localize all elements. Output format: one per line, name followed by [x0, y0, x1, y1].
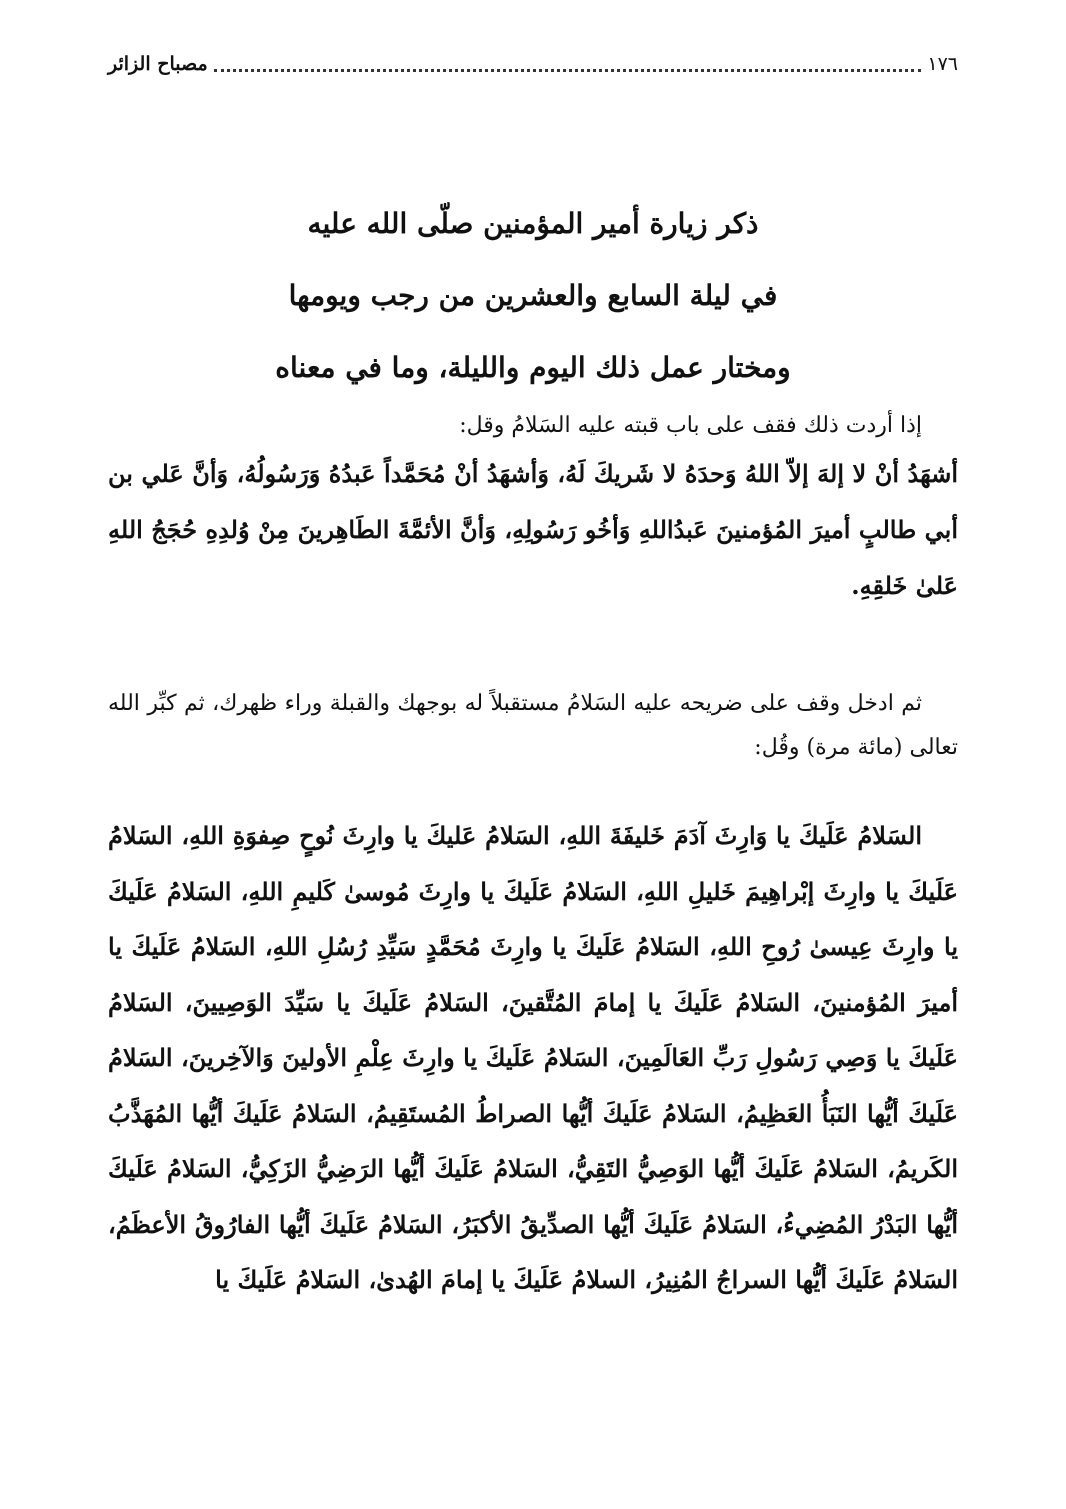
instruction-paragraph-2: ثم ادخل وقف على ضريحه عليه السَلامُ مستقبلاً له بوجهك والقبلة وراء ظهرك، ثم كبِّر الله تعالى (مائة مرة) وقُل:: [108, 691, 958, 760]
recitation-paragraph-2: السَلامُ عَلَيكَ يا وَارِثَ آدَمَ خَليفَةَ اللهِ، السَلامُ عَليكَ يا وارِثَ نُوحٍ صِفوَةِ اللهِ، السَلامُ عَلَيكَ يا وارِثَ إبْراهِيمَ خَليلِ اللهِ، السَلامُ عَلَيكَ يا وارِثَ مُوسىٰ كَليمِ اللهِ، السَلامُ عَلَيكَ يا وارِثَ عِيسىٰ رُوحِ اللهِ، السَلامُ عَلَيكَ يا وارِثَ مُحَمَّدٍ سَيِّدِ رُسُلِ اللهِ، السَلامُ عَلَيكَ يا أميرَ المُؤمنينَ، السَلامُ عَلَيكَ يا إمامَ المُتَّقينَ، السَلامُ عَلَيكَ يا سَيِّدَ الوَصِيينَ، السَلامُ عَلَيكَ يا وَصِي رَسُولِ رَبِّ العَالَمِينَ، السَلامُ عَلَيكَ يا وارِثَ عِلْمِ الأولينَ وَالآخِرينَ، السَلامُ عَلَيكَ أيُّها النَبَأُ العَظِيمُ، السَلامُ عَلَيكَ أيُّها الصراطُ المُستَقِيمُ، السَلامُ عَلَيكَ أيُّها المُهَذَّبُ الكَريمُ، السَلامُ عَلَيكَ أيُّها الوَصِيُّ التَقِيُّ، السَلامُ عَلَيكَ أيُّها الرَضِيُّ الزَكِيُّ، السَلامُ عَلَيكَ أيُّها البَدْرُ المُضِيءُ، السَلامُ عَلَيكَ أيُّها الصدِّيقُ الأكبَرُ، السَلامُ عَلَيكَ أيُّها الفارُوقُ الأعظَمُ، السَلامُ عَلَيكَ أيُّها السراجُ المُنِيرُ، السلامُ عَلَيكَ يا إمامَ الهُدىٰ، السَلامُ عَلَيكَ يا: [108, 821, 958, 1294]
running-header: [108, 44, 958, 84]
page-number: ١٧٦: [927, 53, 958, 75]
instruction-paragraph-1: إذا أردت ذلك فقف على باب قبته عليه السَلامُ وقل:: [459, 413, 922, 438]
section-heading: [108, 188, 958, 404]
dot-leader: [214, 69, 922, 72]
running-book-title: مصباح الزائر: [108, 53, 208, 75]
heading-line-1: ذكر زيارة أمير المؤمنين صلّى الله عليه: [307, 207, 759, 240]
heading-line-2: في ليلة السابع والعشرين من رجب ويومها: [288, 279, 778, 312]
heading-line-3: ومختار عمل ذلك اليوم والليلة، وما في معناه: [275, 351, 791, 384]
recitation-paragraph-1: أشهَدُ أنْ لا إلهَ إلاّ اللهُ وَحدَهُ لا شَريكَ لَهُ، وَأشهَدُ أنْ مُحَمَّداً عَبدُهُ وَرَسُولُهُ، وَأنَّ عَلي بن أبي طالبٍ أميرَ المُؤمنينَ عَبدُاللهِ وَأخُو رَسُولِهِ، وَأنَّ الأئمَّةَ الطَاهِرينَ مِنْ وُلدِهِ حُجَجُ اللهِ عَلىٰ خَلقِهِ.: [108, 459, 958, 600]
